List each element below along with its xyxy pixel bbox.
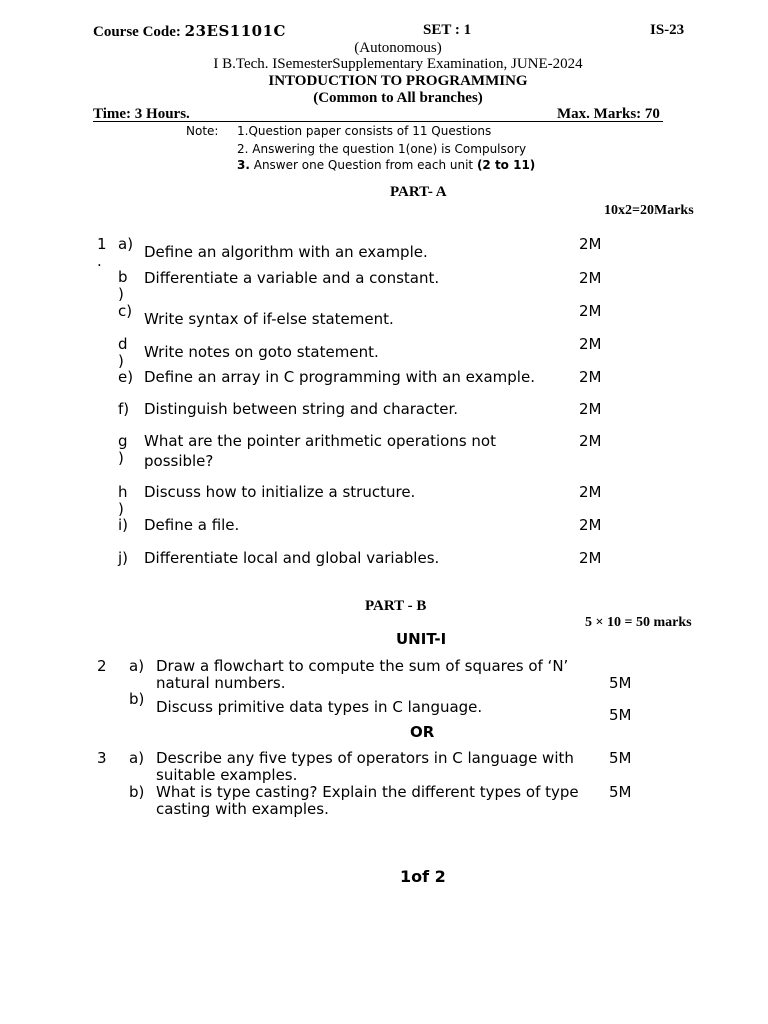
sub-question-text: Define an array in C programming with an example. [144,368,535,386]
sub-question-label: h [118,483,128,501]
sub-question-marks: 2M [579,432,602,450]
note-label: Note: [186,124,219,138]
sub-question-label: c) [118,302,133,320]
sub-question-text: Discuss primitive data types in C language. [156,698,483,716]
sub-question-text: What are the pointer arithmetic operations not [144,432,496,450]
sub-question-text-cont: suitable examples. [156,766,298,784]
sub-question-label: i) [118,516,129,534]
sub-question-text: What is type casting? Explain the different types of type [156,783,579,801]
sub-question-marks: 5M [609,706,632,724]
sub-question-text: Draw a flowchart to compute the sum of squares of ‘N’ [156,657,569,675]
sub-question-label-paren: ) [118,352,124,370]
sub-question-text: Write syntax of if-else statement. [144,310,394,328]
sub-question-text-cont: casting with examples. [156,800,329,818]
question-number: 1 [97,235,107,253]
sub-question-marks: 5M [609,749,632,767]
sub-question-label: d [118,335,128,353]
sub-question-text: Discuss how to initialize a structure. [144,483,416,501]
sub-question-label: f) [118,400,130,418]
or-separator: OR [410,723,435,741]
sub-question-text: Distinguish between string and character. [144,400,459,418]
common-branches: (Common to All branches) [313,90,483,106]
exam-time: Time: 3 Hours. [93,106,190,122]
sub-question-text: Differentiate local and global variables. [144,549,440,567]
sub-question-label: g [118,432,128,450]
max-marks: Max. Marks: 70 [557,106,660,122]
sub-question-text: Define an algorithm with an example. [144,243,428,261]
sub-question-label-paren: ) [118,500,124,518]
sub-question-label: a) [129,749,145,767]
sub-question-marks: 2M [579,335,602,353]
sub-question-label: b) [129,783,145,801]
sub-question-marks: 2M [579,483,602,501]
autonomous-label: (Autonomous) [354,40,442,56]
sub-question-text: Write notes on goto statement. [144,343,379,361]
sub-question-label: j) [118,549,129,567]
sub-question-marks: 2M [579,549,602,567]
sub-question-marks: 2M [579,368,602,386]
sub-question-text-cont: possible? [144,452,214,470]
course-code-label: Course Code: [93,24,181,40]
regulation: IS-23 [650,22,685,38]
question-number: 2 [97,657,107,675]
sub-question-text-cont: natural numbers. [156,674,286,692]
sub-question-marks: 5M [609,783,632,801]
part-a-title: PART- A [390,184,447,200]
sub-question-marks: 2M [579,235,602,253]
sub-question-label-paren: ) [118,285,124,303]
header-divider [93,121,663,122]
sub-question-label: b) [129,690,145,708]
sub-question-text: Define a file. [144,516,240,534]
question-number-dot: . [97,252,102,270]
sub-question-text: Describe any five types of operators in C language with [156,749,574,767]
note-item: 2. Answering the question 1(one) is Compulsory [237,142,527,156]
page-number: 1of 2 [400,867,446,886]
sub-question-marks: 2M [579,302,602,320]
sub-question-label: b [118,268,128,286]
part-b-title: PART - B [365,598,427,614]
sub-question-label: e) [118,368,134,386]
part-a-marks: 10x2=20Marks [604,203,694,218]
sub-question-marks: 2M [579,516,602,534]
course-code [93,22,286,41]
sub-question-marks: 2M [579,269,602,287]
note-item: 1.Question paper consists of 11 Questions [237,124,492,138]
sub-question-label: a) [118,235,134,253]
sub-question-label-paren: ) [118,449,124,467]
sub-question-label: a) [129,657,145,675]
part-b-marks: 5 × 10 = 50 marks [585,615,692,630]
subject-title: INTODUCTION TO PROGRAMMING [268,73,528,89]
sub-question-marks: 5M [609,674,632,692]
question-number: 3 [97,749,107,767]
note-item: 3. Answer one Question from each unit (2 to 11) [237,158,536,172]
set-number: SET : 1 [423,22,472,38]
sub-question-text: Differentiate a variable and a constant. [144,269,440,287]
unit-title: UNIT-I [396,630,447,648]
sub-question-marks: 2M [579,400,602,418]
exam-title: I B.Tech. ISemesterSupplementary Examination, JUNE-2024 [213,56,583,72]
course-code-value: 23ES1101C [184,22,286,40]
